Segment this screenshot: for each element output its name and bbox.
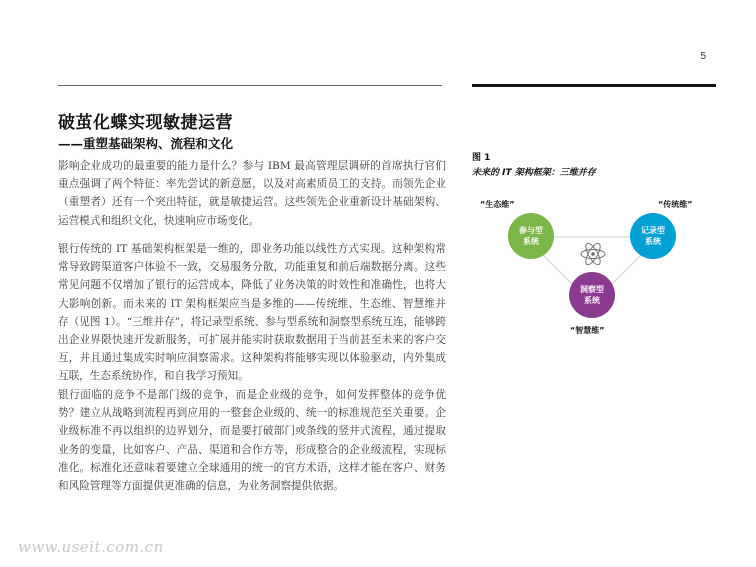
paragraph-3: 银行面临的竞争不是部门级的竞争，而是企业级的竞争，如何发挥整体的竞争优势？建立从战略到流程再到应用的一整套企业级的、统一的标准规范至关重要。企业级标准不再以组织的边界划分，而是要打破部门或条线的竖井式流程，通过提取业务的变量，比如客户、产品、渠道和合作方等，形成整合的企业级流程，实现标准化。标准化还意味着要建立全球通用的统一的官方术语，这样才能在客户、财务和风险管理等方面提供更准确的信息，为业务洞察提供依据。 — [58, 389, 446, 493]
node-engagement-line1: 参与型 — [519, 226, 543, 235]
node-engagement-line2: 系统 — [523, 237, 539, 246]
figure-caption: 未来的 IT 架构框架：三维并存 — [472, 168, 596, 178]
page-number: 5 — [700, 51, 706, 62]
header-rule-right — [472, 84, 716, 87]
node-engagement-system — [508, 213, 554, 259]
watermark: www.useit.com.cn — [18, 538, 164, 556]
node-record-line2: 系统 — [645, 237, 661, 246]
paragraph-1: 影响企业成功的最重要的能力是什么？参与 IBM 最高管理层调研的首席执行官们重点强调了两个特征：率先尝试的新意愿，以及对高素质员工的支持。而领先企业（重塑者）还有一个突出特征，就是敏捷运营。这些领先企业重新设计基础架构、运营模式和组织文化，快速响应市场变化。 — [58, 160, 446, 227]
dim-label-ecosystem: “生态维” — [480, 200, 515, 209]
figure-label: 图 1 — [472, 153, 491, 163]
header-rule-left — [58, 85, 442, 86]
atom-icon — [581, 241, 605, 266]
article-subtitle: ——重塑基础架构、流程和文化 — [58, 136, 234, 151]
dim-label-traditional: “传统维” — [658, 200, 693, 209]
article-title: 破茧化蝶实现敏捷运营 — [58, 113, 233, 133]
node-record-line1: 记录型 — [641, 226, 665, 235]
node-insight-line1: 洞察型 — [580, 285, 604, 294]
node-insight-system — [569, 272, 615, 318]
three-dimension-diagram — [472, 190, 716, 350]
paragraph-2: 银行传统的 IT 基础架构框架是一维的，即业务功能以线性方式实现。这种架构常常导致跨渠道客户体验不一致，交易服务分散，功能重复和前后端数据分离。这些常见问题不仅增加了银行的运营成本，降低了业务决策的时效性和准确性，也将大大影响创新。而未来的 IT 架构框架应当是多维的——传统维、生态维、智慧维并存（见图 1）。“三维并存”，将记录型系统、参与型系统和洞察型系统互连，能够跨出企业界限快速开发新服务，可扩展并能实时获取数据用于当前甚至未来的客户交互，并且通过集成实时响应洞察需求。这种架构将能够实现以体验驱动，内外集成互联，生态系统协作，和自我学习预知。 — [58, 243, 446, 383]
node-insight-line2: 系统 — [584, 296, 600, 305]
node-record-system — [630, 213, 676, 259]
dim-label-smart: “智慧维” — [570, 326, 605, 335]
